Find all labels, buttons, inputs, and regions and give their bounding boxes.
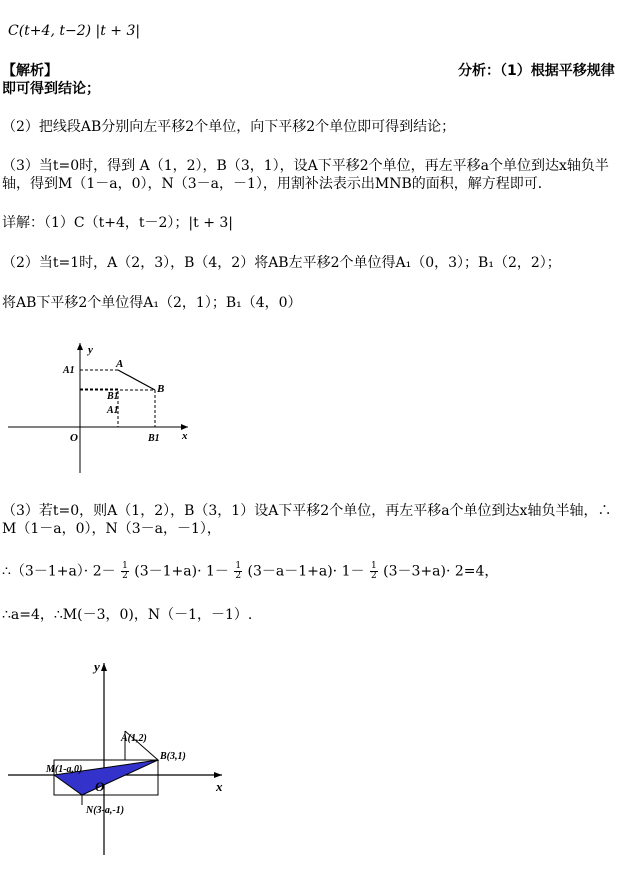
half-2: $\frac{1}{2}$: [235, 561, 242, 581]
analysis-line2: 即可得到结论；: [2, 81, 100, 97]
analysis-p3b: 轴，得到M（1－a，0），N（3－a，－1），用割补法表示出MNB的面积，解方程即可．: [2, 176, 552, 192]
half-3: $\frac{1}{2}$: [370, 561, 377, 581]
part3-equation: [2, 562, 498, 581]
fig1-o: O: [70, 432, 78, 444]
fig2-b: B(3,1): [160, 751, 186, 762]
y-arrow: [101, 663, 107, 671]
detail-3: 将AB下平移2个单位得A₁（2，1）；B₁（4，0）: [2, 295, 302, 311]
fig1-a1-mid: A1: [107, 405, 119, 416]
fig1-x: x: [182, 430, 188, 442]
analysis-right: 分析：（1）根据平移规律: [458, 63, 615, 79]
fig1-y: y: [88, 344, 93, 356]
eq-c: (3－a－1+a)· 1－: [247, 563, 365, 580]
part3-l2: M（1－a，0），N（3－a，－1），: [2, 521, 221, 537]
figure-2: [0, 655, 240, 865]
eq-b: (3－1+a)· 1－: [134, 563, 229, 580]
fig2-m: M(1-a,0): [46, 764, 83, 775]
fig2-n: N(3-a,-1): [86, 805, 125, 816]
part3-l1: （3）若t=0，则A（1，2），B（3，1）设A下平移2个单位，再左平移a个单位到达x轴负半轴，∴: [2, 503, 612, 519]
fig2-y: y: [94, 659, 100, 674]
part3-l4: ∴a=4，∴M(－3，0)，N（－1，－1）.: [2, 607, 253, 623]
eq-a: ∴（3－1+a）· 2－: [2, 563, 116, 580]
eq-d: (3－3+a)· 2=4，: [383, 563, 499, 580]
segment-ab: [118, 370, 155, 390]
fig2-x: x: [216, 779, 223, 794]
analysis-p2: （2）把线段AB分别向左平移2个单位，向下平移2个单位即可得到结论；: [2, 119, 456, 135]
fig1-a: A: [116, 358, 124, 370]
analysis-p3a: （3）当t=0时，得到 A（1，2），B（3，1），设A下平移2个单位，再左平移a个单位到达x轴负半: [2, 158, 609, 174]
fig2-a: A(1,2): [121, 733, 147, 744]
fig2-o: O: [95, 779, 105, 794]
fig1-b1-axis: B1: [148, 433, 160, 444]
fig1-b: B: [157, 383, 165, 395]
detail-2: （2）当t=1时，A（2，3），B（4，2）将AB左平移2个单位得A₁（0，3）；B₁（2，2）；: [2, 255, 561, 271]
fig1-a1-left: A1: [63, 365, 75, 376]
x-arrow: [214, 772, 222, 778]
answer-line: C(t+4, t−2) |t + 3|: [8, 23, 141, 39]
fig1-b1-mid: B1: [107, 391, 119, 402]
analysis-header: 【解析】: [2, 63, 58, 79]
half-1: $\frac{1}{2}$: [122, 561, 128, 581]
figure-1: [0, 335, 200, 480]
detail-1: 详解：（1）C（t+4，t－2）；|t + 3|: [2, 215, 234, 231]
y-arrow: [77, 343, 83, 350]
